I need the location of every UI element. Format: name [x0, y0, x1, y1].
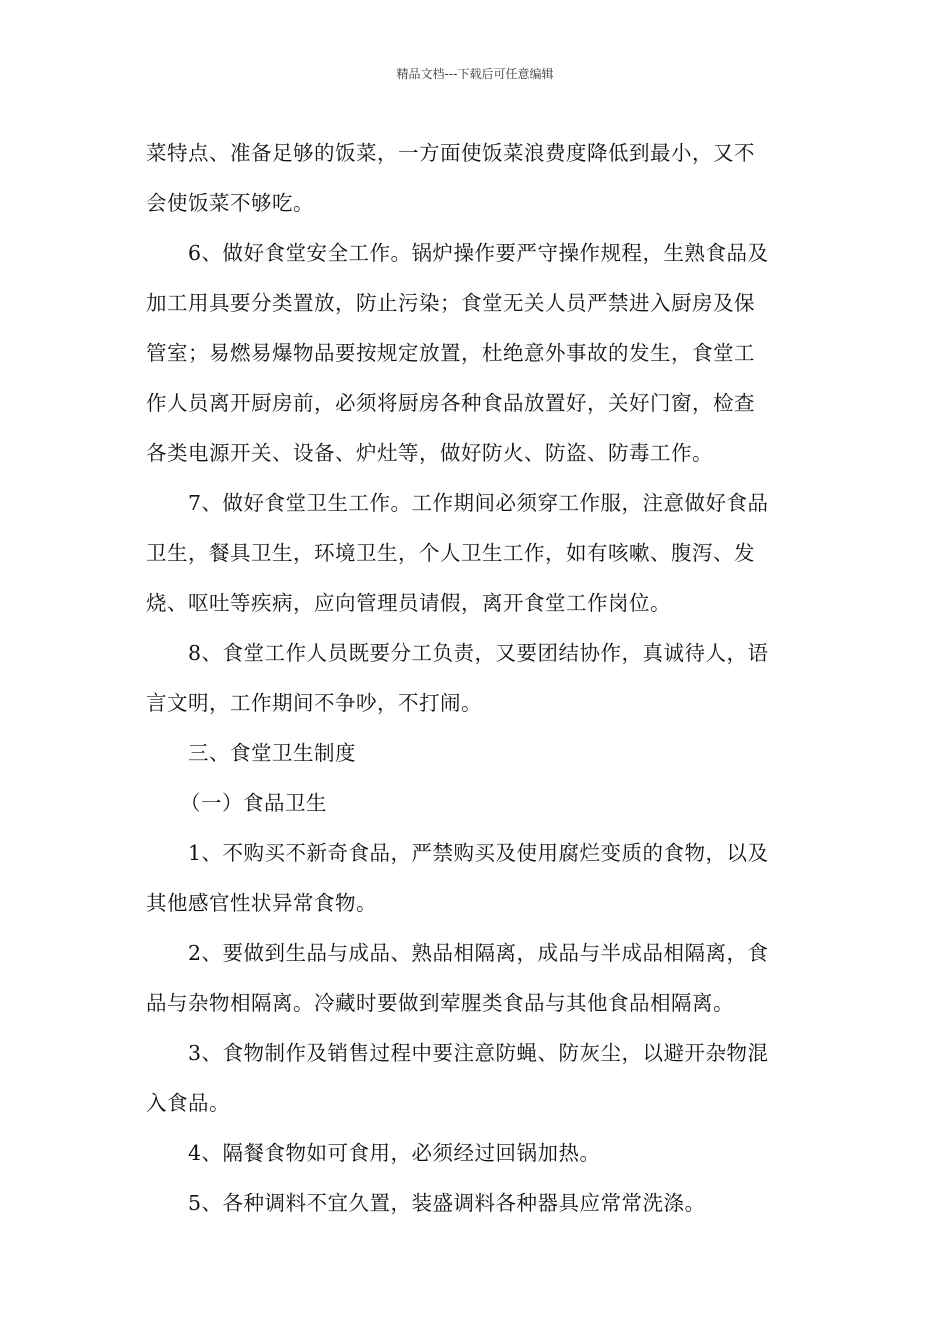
text-line: 入食品。 — [146, 1091, 230, 1115]
text-line: 作人员离开厨房前，必须将厨房各种食品放置好，关好门窗，检查 — [146, 391, 755, 415]
paragraph-start-line: 5、各种调料不宜久置，装盛调料各种器具应常常洗涤。 — [188, 1191, 706, 1215]
paragraph-start-line: 2、要做到生品与成品、熟品相隔离，成品与半成品相隔离，食 — [188, 941, 769, 965]
text-line: 品与杂物相隔离。冷藏时要做到荤腥类食品与其他食品相隔离。 — [146, 991, 734, 1015]
document-body — [146, 128, 808, 1228]
paragraph-start-line: 3、食物制作及销售过程中要注意防蝇、防灰尘，以避开杂物混 — [188, 1041, 769, 1065]
page-header: 精品文档---下载后可任意编辑 — [396, 67, 554, 81]
text-line: 菜特点、准备足够的饭菜，一方面使饭菜浪费度降低到最小，又不 — [146, 141, 755, 165]
paragraph-start-line: 8、食堂工作人员既要分工负责，又要团结协作，真诚待人，语 — [188, 641, 769, 665]
text-line: 其他感官性状异常食物。 — [146, 891, 377, 915]
text-line: 烧、呕吐等疾病，应向管理员请假，离开食堂工作岗位。 — [146, 591, 671, 615]
paragraph-start-line: 7、做好食堂卫生工作。工作期间必须穿工作服，注意做好食品 — [188, 491, 769, 515]
paragraph-start-line: 4、隔餐食物如可食用，必须经过回锅加热。 — [188, 1141, 601, 1165]
paragraph-start-line: 1、不购买不新奇食品，严禁购买及使用腐烂变质的食物，以及 — [188, 841, 769, 865]
text-line: 管室；易燃易爆物品要按规定放置，杜绝意外事故的发生，食堂工 — [146, 341, 755, 365]
text-line: 言文明，工作期间不争吵，不打闹。 — [146, 691, 482, 715]
text-line: 卫生，餐具卫生，环境卫生，个人卫生工作，如有咳嗽、腹泻、发 — [146, 541, 755, 565]
text-line: 加工用具要分类置放，防止污染；食堂无关人员严禁进入厨房及保 — [146, 291, 755, 315]
paragraph-start-line: 6、做好食堂安全工作。锅炉操作要严守操作规程，生熟食品及 — [188, 241, 769, 265]
section-heading: 三、食堂卫生制度 — [188, 741, 356, 765]
text-line: 会使饭菜不够吃。 — [146, 191, 314, 215]
text-line: 各类电源开关、设备、炉灶等，做好防火、防盗、防毒工作。 — [146, 441, 713, 465]
subsection-heading: （一）食品卫生 — [180, 791, 327, 815]
